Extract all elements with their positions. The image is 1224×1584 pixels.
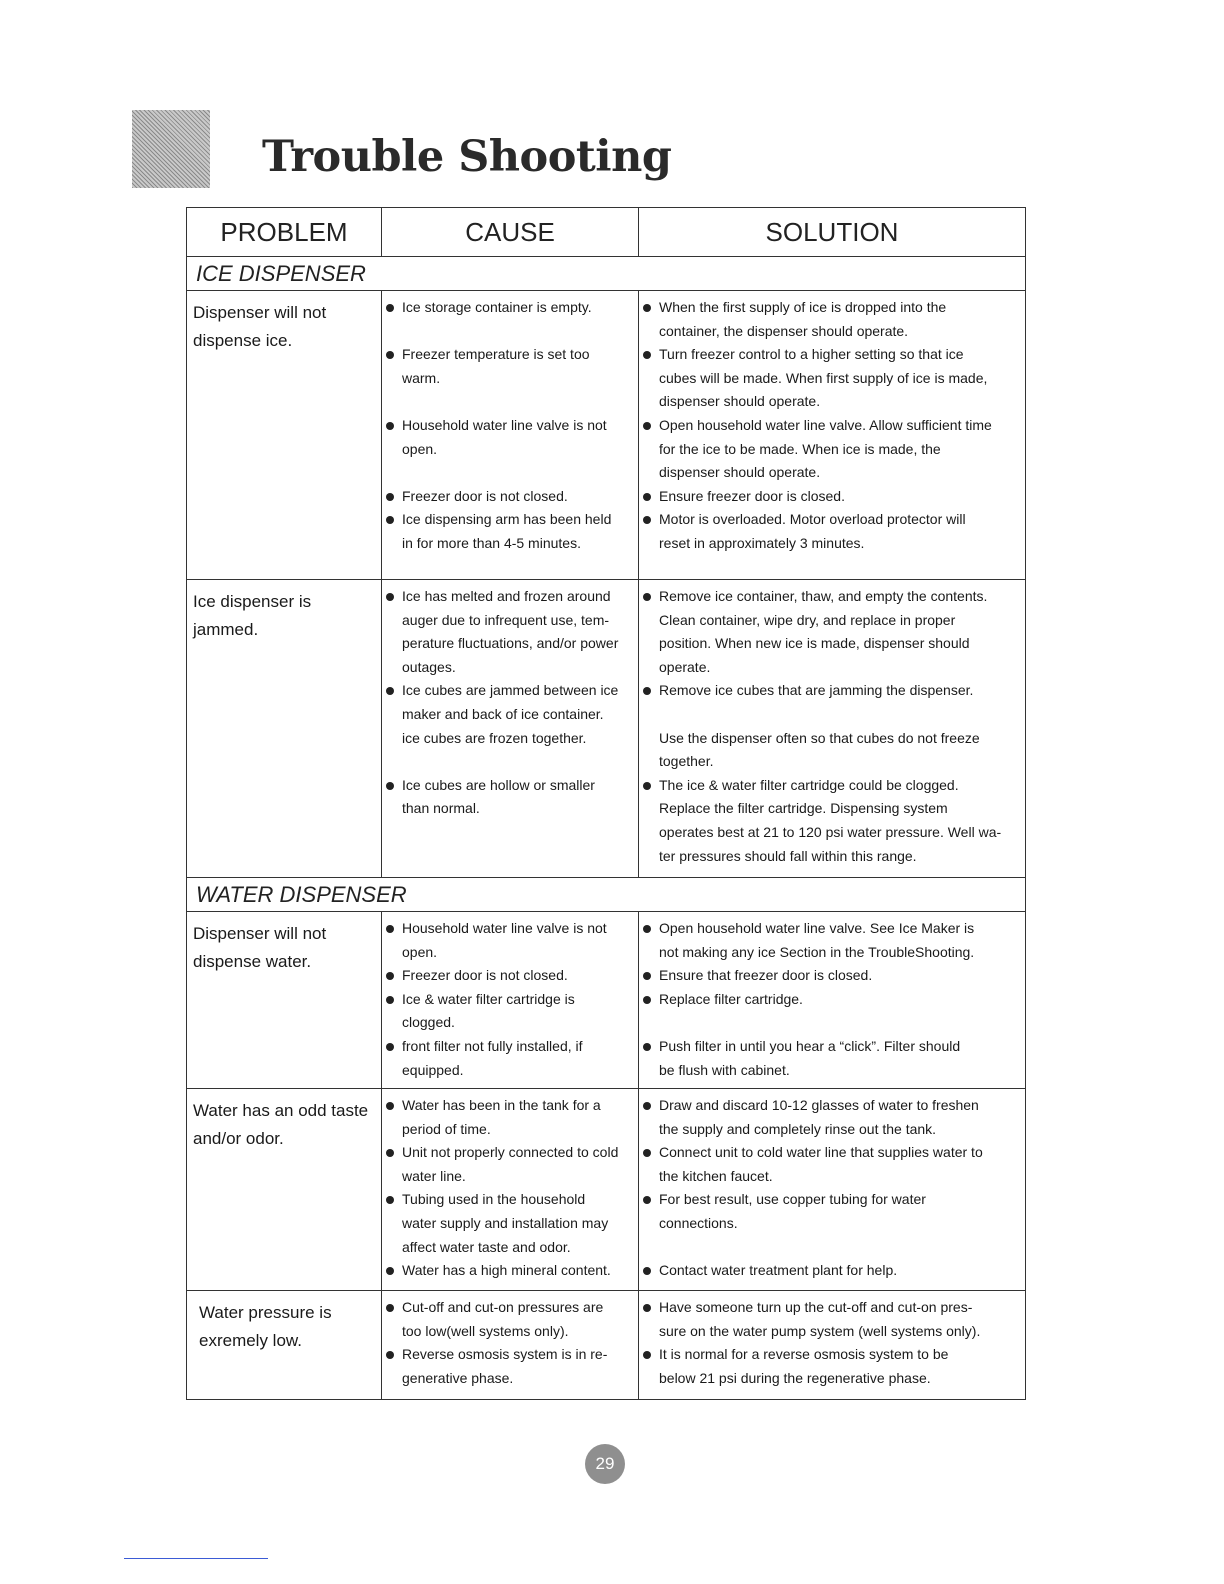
table-row — [187, 1291, 1025, 1399]
solution-line: reset in approximately 3 minutes. — [659, 534, 865, 551]
cause-line: Water has a high mineral content. — [382, 1259, 638, 1283]
cause-line: Ice cubes are jammed between ice — [382, 679, 638, 703]
solution-line: the supply and completely rinse out the tank. — [659, 1120, 937, 1137]
cause-line: in for more than 4-5 minutes. — [402, 534, 581, 551]
solution-line: cubes will be made. When first supply of ice is made, — [659, 369, 988, 386]
cause-line: open. — [402, 440, 438, 457]
solution-line: When the first supply of ice is dropped into the — [639, 296, 1025, 320]
cause-line: perature fluctuations, and/or power — [402, 635, 619, 652]
solution-line: not making any ice Section in the TroubleShooting. — [659, 943, 975, 960]
cause-line: period of time. — [402, 1120, 491, 1137]
problem-line: Water pressure is — [199, 1303, 332, 1322]
cause-line: Freezer temperature is set too — [382, 343, 638, 367]
table-row — [187, 912, 1025, 1089]
cause-line: water line. — [402, 1167, 466, 1184]
cause-line: Reverse osmosis system is in re- — [382, 1343, 638, 1367]
cause-line: affect water taste and odor. — [402, 1238, 571, 1255]
solution-cell — [638, 1089, 1025, 1290]
header-cause: CAUSE — [381, 208, 638, 256]
solution-line: together. — [659, 753, 714, 770]
solution-line: Ensure freezer door is closed. — [639, 485, 1025, 509]
cause-line: Cut-off and cut-on pressures are — [382, 1296, 638, 1320]
solution-line: Turn freezer control to a higher setting so that ice — [639, 343, 1025, 367]
solution-cell — [638, 291, 1025, 579]
cause-line: Household water line valve is not — [382, 414, 638, 438]
cause-line: generative phase. — [402, 1369, 514, 1386]
cause-line — [382, 461, 638, 485]
solution-line: For best result, use copper tubing for water — [639, 1188, 1025, 1212]
cause-line: Ice dispensing arm has been held — [382, 508, 638, 532]
cause-line: Freezer door is not closed. — [382, 964, 638, 988]
problem-line: Dispenser will not — [193, 924, 327, 943]
solution-line: the kitchen faucet. — [659, 1167, 773, 1184]
solution-line: Ensure that freezer door is closed. — [639, 964, 1025, 988]
page-title: Trouble Shooting — [262, 132, 672, 182]
page-number: 29 — [585, 1444, 625, 1484]
cause-line: open. — [402, 943, 438, 960]
section-title: ICE DISPENSER — [187, 257, 1025, 291]
solution-line: The ice & water filter cartridge could be clogged. — [639, 774, 1025, 798]
cause-line — [382, 750, 638, 774]
table-header — [187, 208, 1025, 257]
problem-cell — [187, 912, 381, 1088]
solution-line: Replace filter cartridge. — [639, 988, 1025, 1012]
solution-line: operate. — [659, 658, 711, 675]
problem-line: and/or odor. — [193, 1129, 284, 1148]
problem-line: Water has an odd taste — [193, 1101, 369, 1120]
solution-line: Use the dispenser often so that cubes do not freeze — [659, 729, 980, 746]
table-row — [187, 580, 1025, 878]
solution-line: Replace the filter cartridge. Dispensing system — [659, 800, 948, 817]
table-row — [187, 291, 1025, 580]
cause-line: Ice storage container is empty. — [382, 296, 638, 320]
solution-line: operates best at 21 to 120 psi water pressure. Well wa- — [659, 823, 1002, 840]
problem-line: dispense water. — [193, 952, 312, 971]
header-solution: SOLUTION — [638, 208, 1025, 256]
cause-line: too low(well systems only). — [402, 1322, 569, 1339]
problem-line: exremely low. — [199, 1331, 302, 1350]
cause-cell — [381, 1291, 638, 1399]
cause-line: Water has been in the tank for a — [382, 1094, 638, 1118]
cause-line: auger due to infrequent use, tem- — [402, 611, 610, 628]
cause-line: ice cubes are frozen together. — [402, 729, 587, 746]
cause-line: water supply and installation may — [402, 1214, 609, 1231]
solution-line: be flush with cabinet. — [659, 1061, 790, 1078]
solution-line: container, the dispenser should operate. — [659, 322, 909, 339]
troubleshooting-table — [186, 207, 1026, 1400]
problem-line: dispense ice. — [193, 331, 293, 350]
cause-line — [382, 390, 638, 414]
cause-line: maker and back of ice container. — [402, 705, 604, 722]
cause-line — [382, 320, 638, 344]
cause-cell — [381, 291, 638, 579]
solution-line — [639, 1236, 1025, 1260]
cause-line: equipped. — [402, 1061, 464, 1078]
section-title: WATER DISPENSER — [187, 878, 1025, 912]
solution-line: Motor is overloaded. Motor overload protector will — [639, 508, 1025, 532]
solution-line: Connect unit to cold water line that supplies water to — [639, 1141, 1025, 1165]
solution-line: Open household water line valve. See Ice Maker is — [639, 917, 1025, 941]
cause-cell — [381, 912, 638, 1088]
cause-line: clogged. — [402, 1014, 455, 1031]
problem-cell — [187, 1291, 381, 1399]
cause-line: Household water line valve is not — [382, 917, 638, 941]
solution-line: Have someone turn up the cut-off and cut-on pres- — [639, 1296, 1025, 1320]
title-pattern-square — [132, 110, 210, 188]
problem-line: Dispenser will not — [193, 303, 327, 322]
cause-line: warm. — [402, 369, 441, 386]
header-problem: PROBLEM — [220, 216, 348, 247]
cause-line: front filter not fully installed, if — [382, 1035, 638, 1059]
solution-line: connections. — [659, 1214, 738, 1231]
solution-line — [639, 703, 1025, 727]
solution-line: Remove ice container, thaw, and empty the contents. — [639, 585, 1025, 609]
cause-line: than normal. — [402, 800, 480, 817]
cause-line: Ice cubes are hollow or smaller — [382, 774, 638, 798]
problem-line: Ice dispenser is — [193, 592, 312, 611]
table-row — [187, 1089, 1025, 1291]
problem-line: jammed. — [193, 620, 259, 639]
solution-cell — [638, 1291, 1025, 1399]
solution-line — [639, 1011, 1025, 1035]
solution-line: ter pressures should fall within this range. — [659, 847, 917, 864]
solution-line: dispenser should operate. — [659, 393, 821, 410]
solution-line: for the ice to be made. When ice is made, the — [659, 440, 941, 457]
cause-cell — [381, 580, 638, 877]
solution-line: Contact water treatment plant for help. — [639, 1259, 1025, 1283]
solution-line: position. When new ice is made, dispenser should — [659, 635, 970, 652]
cause-line: Tubing used in the household — [382, 1188, 638, 1212]
solution-line: It is normal for a reverse osmosis system to be — [639, 1343, 1025, 1367]
cause-line: Ice has melted and frozen around — [382, 585, 638, 609]
solution-line: Clean container, wipe dry, and replace in proper — [659, 611, 956, 628]
footer-divider — [124, 1558, 268, 1559]
problem-cell — [187, 1089, 381, 1290]
solution-line: sure on the water pump system (well systems only). — [659, 1322, 981, 1339]
problem-cell — [187, 291, 381, 579]
problem-cell — [187, 580, 381, 877]
solution-cell — [638, 912, 1025, 1088]
solution-line: below 21 psi during the regenerative phase. — [659, 1369, 931, 1386]
solution-line: Draw and discard 10-12 glasses of water to freshen — [639, 1094, 1025, 1118]
cause-cell — [381, 1089, 638, 1290]
cause-line: Unit not properly connected to cold — [382, 1141, 638, 1165]
solution-line: dispenser should operate. — [659, 464, 821, 481]
solution-line: Remove ice cubes that are jamming the dispenser. — [639, 679, 1025, 703]
solution-cell — [638, 580, 1025, 877]
cause-line: outages. — [402, 658, 456, 675]
cause-line: Freezer door is not closed. — [382, 485, 638, 509]
solution-line: Push filter in until you hear a “click”. Filter should — [639, 1035, 1025, 1059]
solution-line: Open household water line valve. Allow sufficient time — [639, 414, 1025, 438]
cause-line: Ice & water filter cartridge is — [382, 988, 638, 1012]
